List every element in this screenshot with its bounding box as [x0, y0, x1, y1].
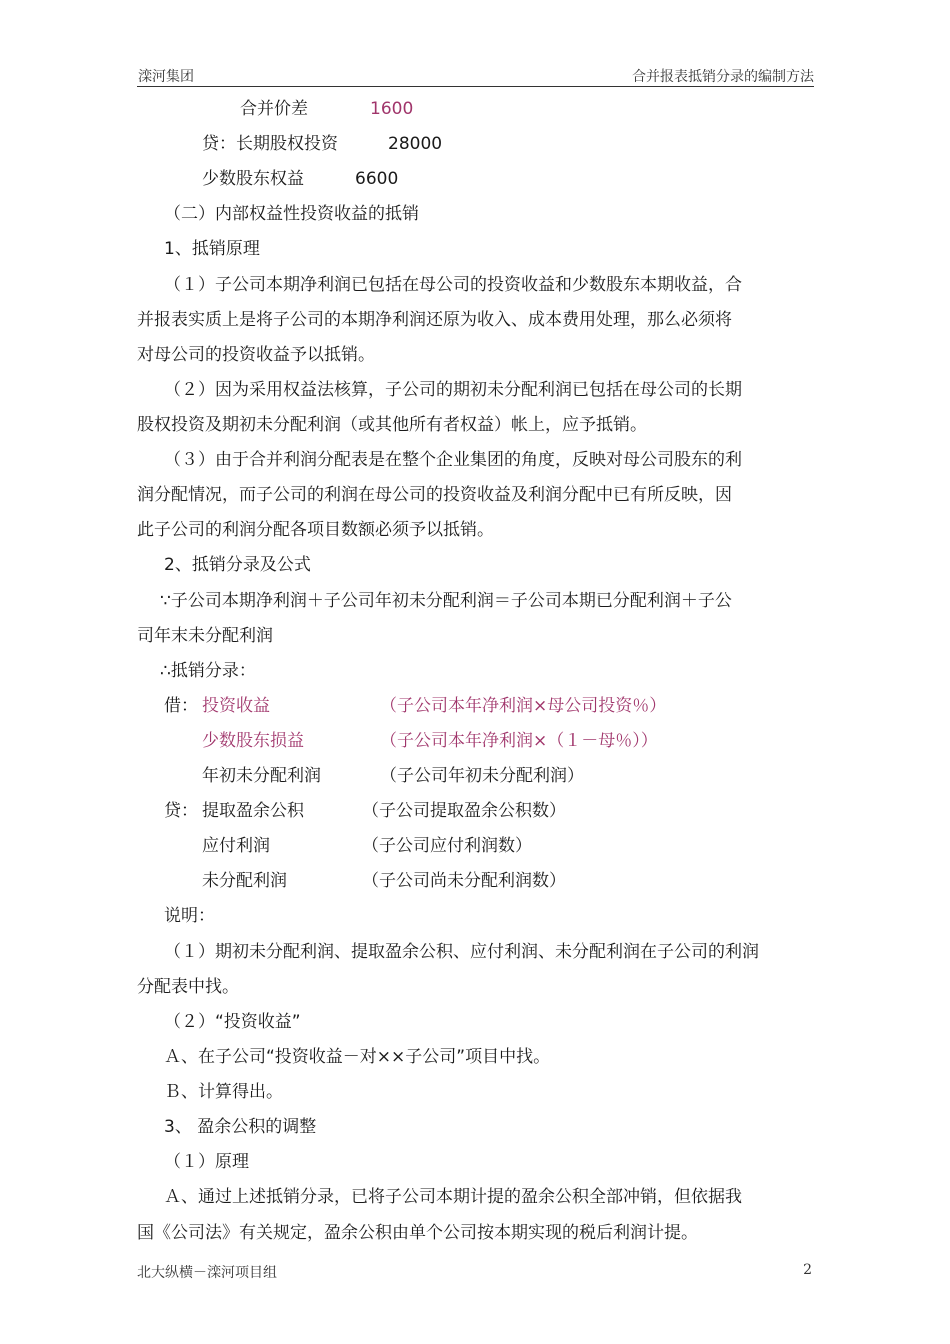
subsection-1-title: 1、抵销原理	[164, 239, 260, 259]
debit-opening-undistributed-formula: （子公司年初未分配利润）	[380, 766, 584, 786]
header-right: 合并报表抵销分录的编制方法	[632, 69, 814, 85]
debit-minority-label: 少数股东损益	[202, 731, 304, 751]
note2-a: Ａ、在子公司“投资收益－对××子公司”项目中找。	[164, 1047, 551, 1067]
therefore-line: ∴抵销分录：	[160, 661, 256, 681]
credit-payable-formula: （子公司应付利润数）	[362, 836, 532, 856]
credit-surplus-label: 提取盈余公积	[202, 801, 304, 821]
s3-a-line1: Ａ、通过上述抵销分录，已将子公司本期计提的盈余公积全部冲销，但依据我	[164, 1187, 742, 1207]
para3-line2: 润分配情况，而子公司的利润在母公司的投资收益及利润分配中已有所反映，因	[137, 485, 732, 505]
minority-label: 少数股东权益	[202, 169, 304, 189]
debit-invest-income-label: 投资收益	[202, 696, 270, 716]
note-title: 说明：	[164, 906, 215, 926]
para2-line2: 股权投资及期初未分配利润（或其他所有者权益）帐上，应予抵销。	[137, 415, 647, 435]
debit-invest-income-formula: （子公司本年净利润×母公司投资％）	[380, 696, 667, 716]
debit-minority-formula: （子公司本年净利润×（１－母％））	[380, 731, 658, 751]
para3-line3: 此子公司的利润分配各项目数额必须予以抵销。	[137, 520, 494, 540]
note2-title: （２）“投资收益”	[164, 1012, 301, 1032]
note1-line2: 分配表中找。	[137, 977, 239, 997]
note1-line1: （１）期初未分配利润、提取盈余公积、应付利润、未分配利润在子公司的利润	[164, 942, 759, 962]
credit-surplus-formula: （子公司提取盈余公积数）	[362, 801, 566, 821]
page-header	[137, 64, 814, 87]
premium-label: 合并价差	[240, 99, 308, 119]
debit-prefix: 借：	[164, 696, 198, 716]
s3-a-line2: 国《公司法》有关规定，盈余公积由单个公司按本期实现的税后利润计提。	[137, 1223, 698, 1243]
formula-line1: ∵子公司本期净利润＋子公司年初未分配利润＝子公司本期已分配利润＋子公	[160, 591, 732, 611]
subsection-3-sub: （１）原理	[164, 1152, 249, 1172]
footer-left: 北大纵横－滦河项目组	[137, 1265, 277, 1281]
subsection-2-title: 2、抵销分录及公式	[164, 555, 311, 575]
formula-line2: 司年末未分配利润	[137, 626, 273, 646]
credit-undistributed-formula: （子公司尚未分配利润数）	[362, 871, 566, 891]
premium-value: 1600	[370, 99, 414, 119]
debit-opening-undistributed-label: 年初未分配利润	[202, 766, 321, 786]
para1-line3: 对母公司的投资收益予以抵销。	[137, 345, 375, 365]
para1-line1: （１）子公司本期净利润已包括在母公司的投资收益和少数股东本期收益，合	[164, 275, 742, 295]
page-number: 2	[803, 1262, 812, 1278]
header-left: 滦河集团	[138, 69, 194, 85]
para2-line1: （２）因为采用权益法核算，子公司的期初未分配利润已包括在母公司的长期	[164, 380, 742, 400]
credit-ltinvest-value: 28000	[388, 134, 443, 154]
credit-undistributed-label: 未分配利润	[202, 871, 287, 891]
note2-b: Ｂ、计算得出。	[164, 1082, 283, 1102]
page-footer	[137, 1262, 814, 1282]
credit-ltinvest-label: 贷：长期股权投资	[202, 134, 338, 154]
subsection-3-title: 3、 盈余公积的调整	[164, 1117, 317, 1137]
credit-prefix: 贷：	[164, 801, 198, 821]
para3-line1: （３）由于合并利润分配表是在整个企业集团的角度，反映对母公司股东的利	[164, 450, 742, 470]
minority-value: 6600	[355, 169, 399, 189]
para1-line2: 并报表实质上是将子公司的本期净利润还原为收入、成本费用处理，那么必须将	[137, 310, 732, 330]
credit-payable-label: 应付利润	[202, 836, 270, 856]
section-title: （二）内部权益性投资收益的抵销	[164, 204, 419, 224]
